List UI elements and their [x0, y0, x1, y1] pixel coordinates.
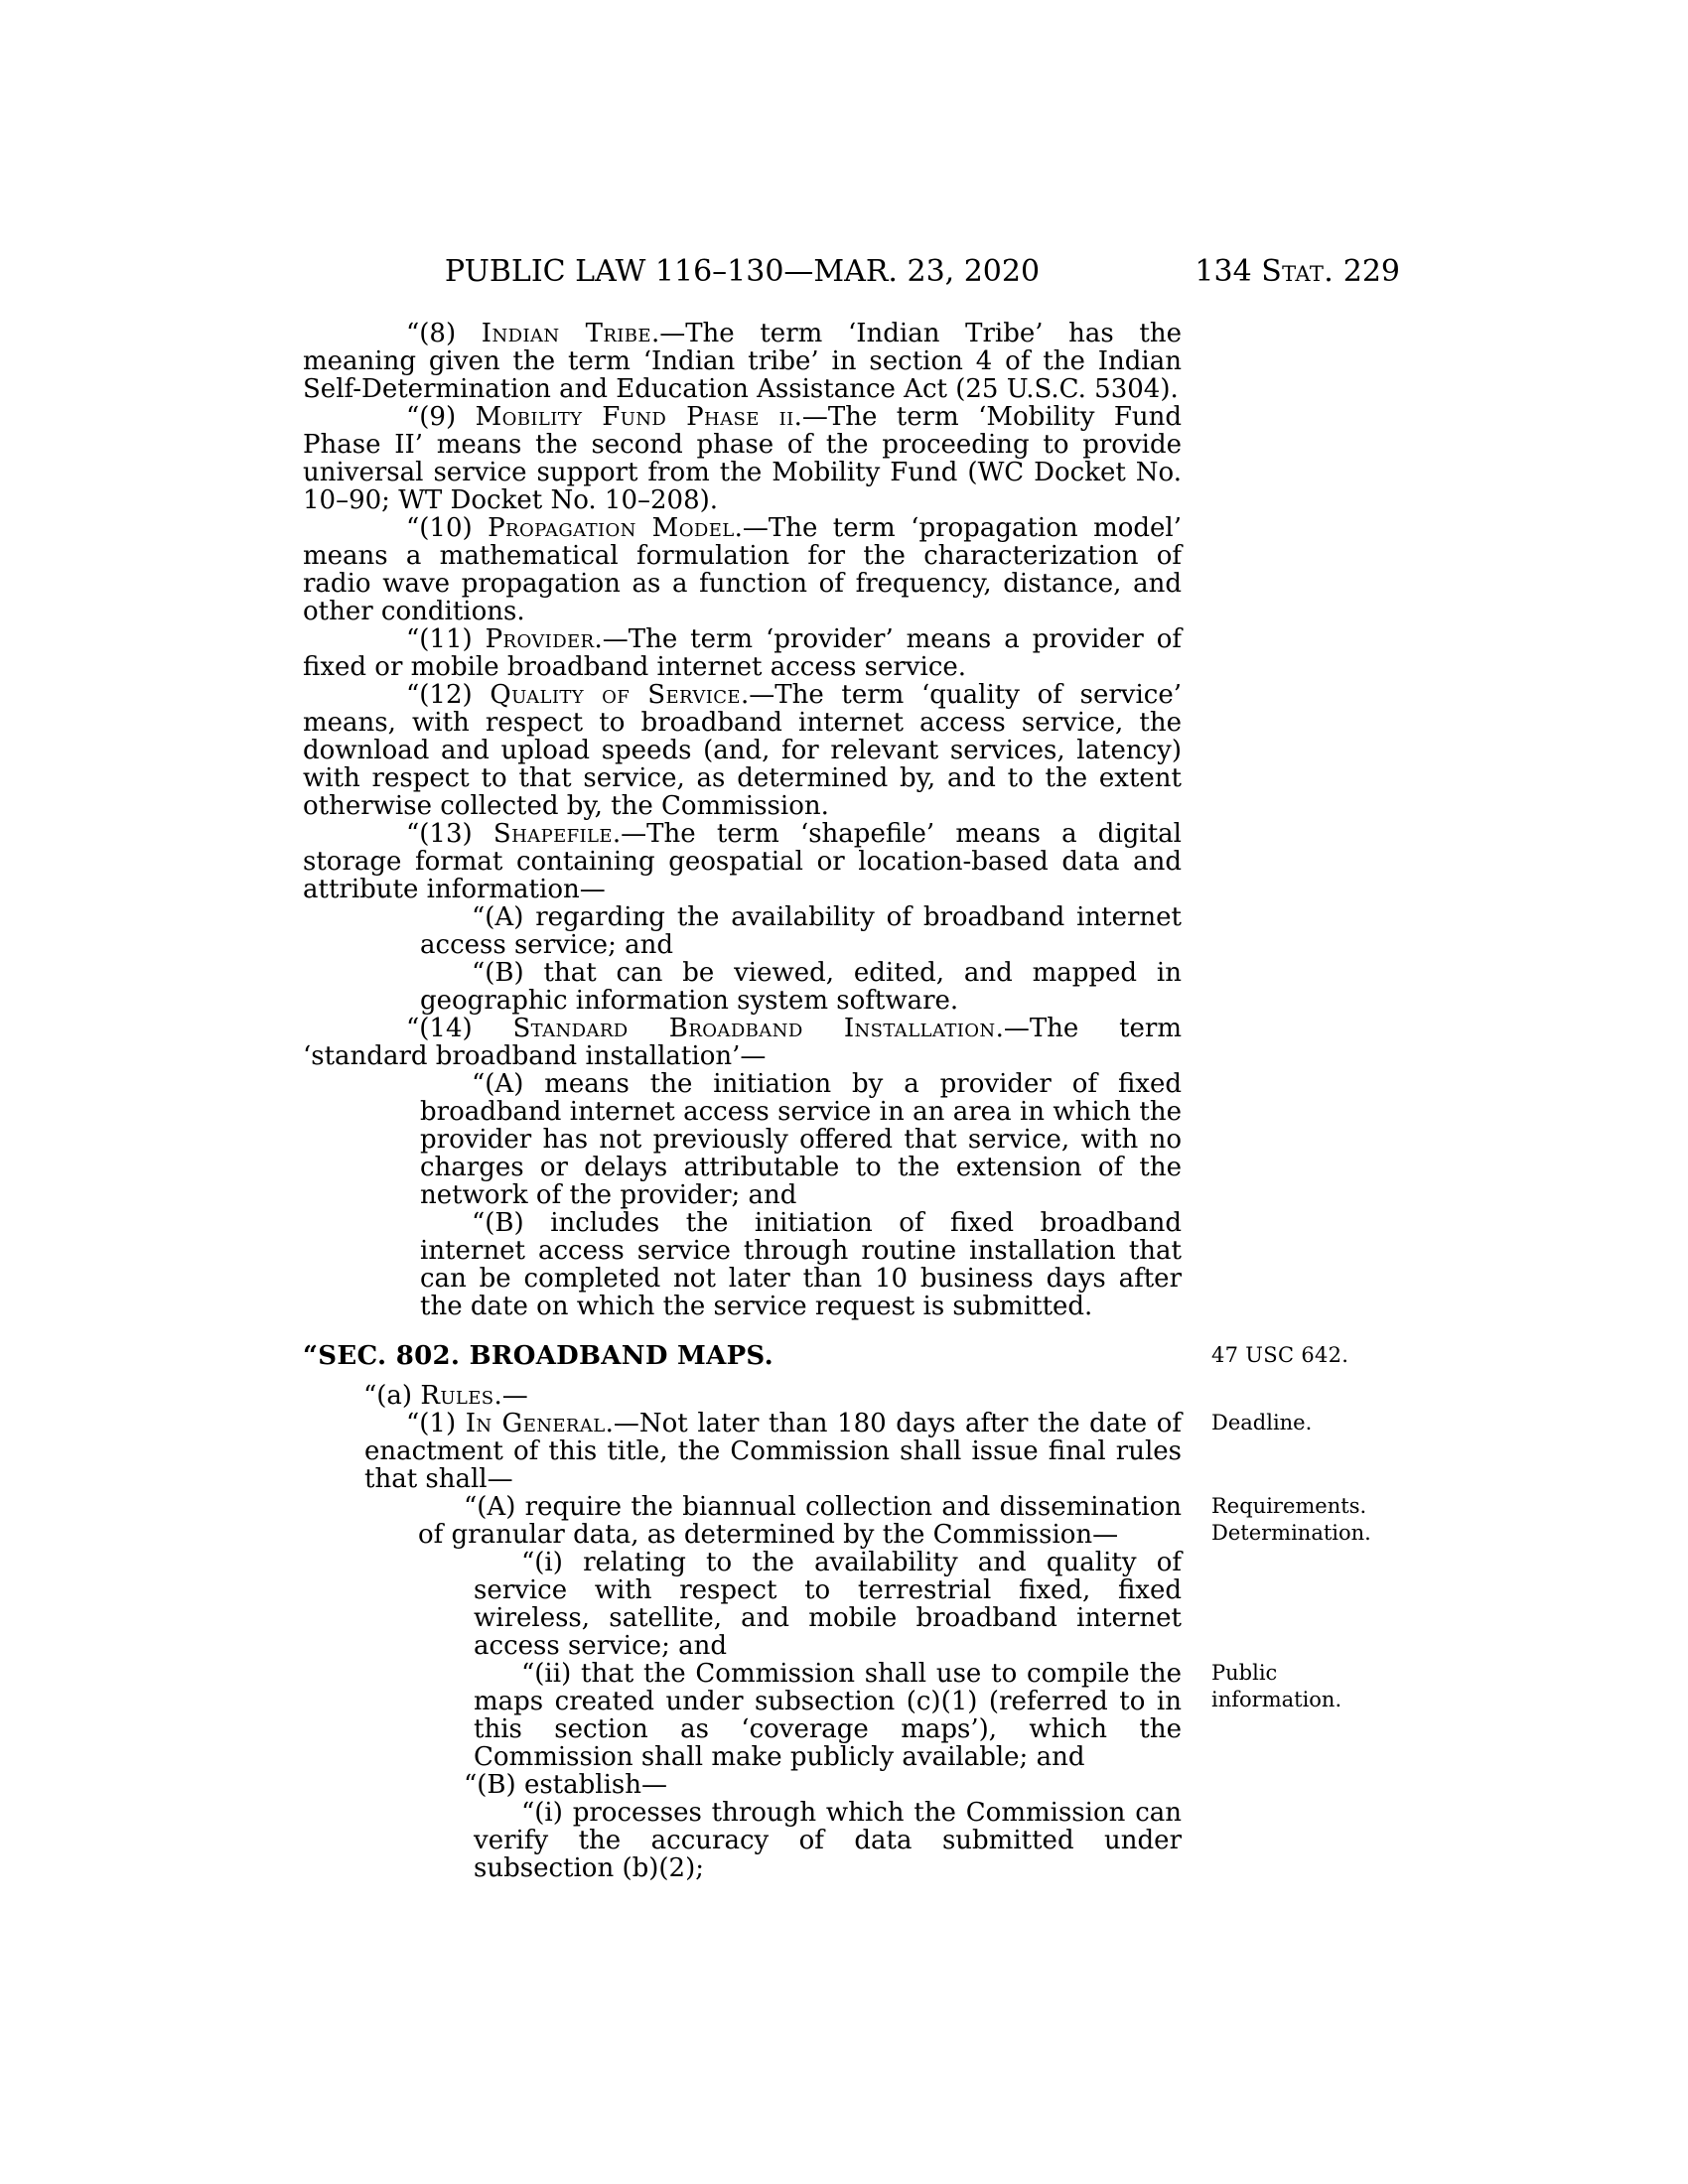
- paragraph-a-1-B: [418, 1771, 1182, 1799]
- paragraph-a-1: [364, 1409, 1313, 1494]
- margin-note-line: Requirements.: [1211, 1494, 1367, 1518]
- text-run: “(B) includes the initiation of fixed broadband internet access service through routine installation that can be completed not later than 10 business days after the date on which the service request is submitted.: [420, 1208, 1182, 1321]
- small-caps-term: Propagation Model: [488, 513, 735, 543]
- small-caps-term: In General: [465, 1409, 606, 1438]
- text-run: “(B) that can be viewed, edited, and mapped in geographic information system software.: [420, 958, 1182, 1016]
- paragraph-a-1-B-i: [474, 1799, 1182, 1882]
- text-run: “(1): [406, 1409, 466, 1438]
- paragraph-def-11: [303, 625, 1182, 681]
- text-run: “(8): [406, 319, 482, 348]
- text-run: .—The term ‘provider’ means a provider of fixed or mobile broadband internet access service.: [303, 624, 1182, 682]
- text-run: “(13): [406, 819, 493, 849]
- text-run: “(A) regarding the availability of broadband internet access service; and: [420, 902, 1182, 960]
- paragraph-subsec-a: [303, 1382, 1182, 1410]
- paragraph-sec-802-heading: [303, 1341, 1349, 1371]
- text-run: “(i) relating to the availability and quality of service with respect to terrestrial fixed, fixed wireless, satellite, and mobile broadband internet access service; and: [474, 1548, 1182, 1661]
- text-run: .—The term ‘quality of service’ means, with respect to broadband internet access service, the download and upload speeds (and, for relevant services, latency) with respect to that service, as determined by, and to the extent otherwise collected by, the Commission.: [303, 680, 1182, 821]
- margin-note-sec-802-heading: [1211, 1342, 1412, 1369]
- text-run: “(A) means the initiation by a provider of fixed broadband internet access service in an area in which the provider has not previously offered that service, with no charges or delays attributable to the extension of the network of the provider; and: [420, 1069, 1182, 1210]
- small-caps-term: Shapefile: [492, 819, 613, 849]
- paragraph-def-10: [303, 514, 1182, 625]
- margin-note-a-1-A: [1211, 1493, 1412, 1547]
- text-run: .—The term ‘Mobility Fund Phase II’ means the second phase of the proceeding to provide universal service support from the Mobility Fund (WC Docket No. 10–90; WT Docket No. 10–208).: [303, 402, 1183, 515]
- margin-note-line: Determination.: [1211, 1521, 1371, 1545]
- small-caps-term: Mobility Fund Phase ii: [475, 402, 794, 432]
- running-header: [303, 256, 1400, 292]
- small-caps-term: Standard Broadband Installation: [512, 1014, 996, 1043]
- paragraph-a-1-A-i: [474, 1549, 1182, 1660]
- small-caps-term: Rules: [420, 1381, 494, 1411]
- text-run: .—The term ‘standard broadband installation’—: [303, 1014, 1182, 1071]
- paragraph-def-13: [303, 820, 1182, 903]
- text-run: “(a): [363, 1381, 421, 1411]
- text-run: .—The term ‘Indian Tribe’ has the meaning given the term ‘Indian tribe’ in section 4 of the Indian Self-Determination and Education Assistance Act (25 U.S.C. 5304).: [303, 319, 1182, 404]
- paragraph-def-14-A: [420, 1070, 1182, 1209]
- small-caps-term: Indian Tribe: [481, 319, 651, 348]
- paragraph-def-14: [303, 1015, 1182, 1070]
- paragraph-a-1-A: [418, 1492, 1371, 1550]
- paragraph-def-12: [303, 681, 1182, 820]
- text-run: .—The term ‘propagation model’ means a mathematical formulation for the characterization of radio wave propagation as a function of frequency, distance, and other conditions.: [303, 513, 1183, 626]
- paragraph-def-13-A: [420, 903, 1182, 959]
- statute-body: [303, 319, 1371, 1883]
- paragraph-def-9: [303, 403, 1182, 514]
- margin-note-a-1-A-ii: [1211, 1660, 1412, 1713]
- text-run: “(14): [406, 1014, 513, 1043]
- text-run: “(11): [406, 624, 486, 654]
- text-run: 229: [1334, 254, 1400, 289]
- text-run: “(10): [406, 513, 489, 543]
- text-run: “(i) processes through which the Commission can verify the accuracy of data submitted under subsection (b)(2);: [474, 1798, 1182, 1883]
- paragraph-a-1-A-ii: [474, 1659, 1342, 1772]
- law-title: PUBLIC LAW 116–130—MAR. 23, 2020: [444, 254, 1041, 289]
- small-caps-term: Stat.: [1261, 254, 1335, 289]
- text-run: “(12): [406, 680, 491, 710]
- margin-note-line: Deadline.: [1211, 1411, 1313, 1434]
- text-run: .—: [493, 1381, 528, 1411]
- text-run: .—Not later than 180 days after the date of enactment of this title, the Commission shall issue final rules that shall—: [364, 1409, 1183, 1494]
- margin-note-line: information.: [1211, 1688, 1342, 1711]
- stat-page-number: [1195, 256, 1400, 288]
- paragraph-def-13-B: [420, 959, 1182, 1015]
- margin-note-line: 47 USC 642.: [1211, 1343, 1349, 1367]
- text-run: 134: [1195, 254, 1262, 289]
- text-run: “(A) require the biannual collection and dissemination of granular data, as determined by the Commission—: [418, 1492, 1182, 1550]
- paragraph-def-14-B: [420, 1209, 1182, 1320]
- small-caps-term: Quality of Service: [490, 680, 741, 710]
- paragraph-def-8: [303, 320, 1182, 403]
- text-run: “SEC. 802. BROADBAND MAPS.: [303, 1341, 774, 1371]
- margin-note-line: Public: [1211, 1661, 1278, 1685]
- text-run: “(9): [406, 402, 476, 432]
- text-run: “(B) establish—: [464, 1770, 667, 1800]
- margin-note-a-1: [1211, 1410, 1412, 1436]
- small-caps-term: Provider: [485, 624, 595, 654]
- text-run: .—The term ‘shapefile’ means a digital storage format containing geospatial or location-based data and attribute information—: [303, 819, 1182, 904]
- text-run: “(ii) that the Commission shall use to compile the maps created under subsection (c)(1) (referred to in this section as ‘coverage maps’), which the Commission shall make publicly available; and: [474, 1659, 1182, 1772]
